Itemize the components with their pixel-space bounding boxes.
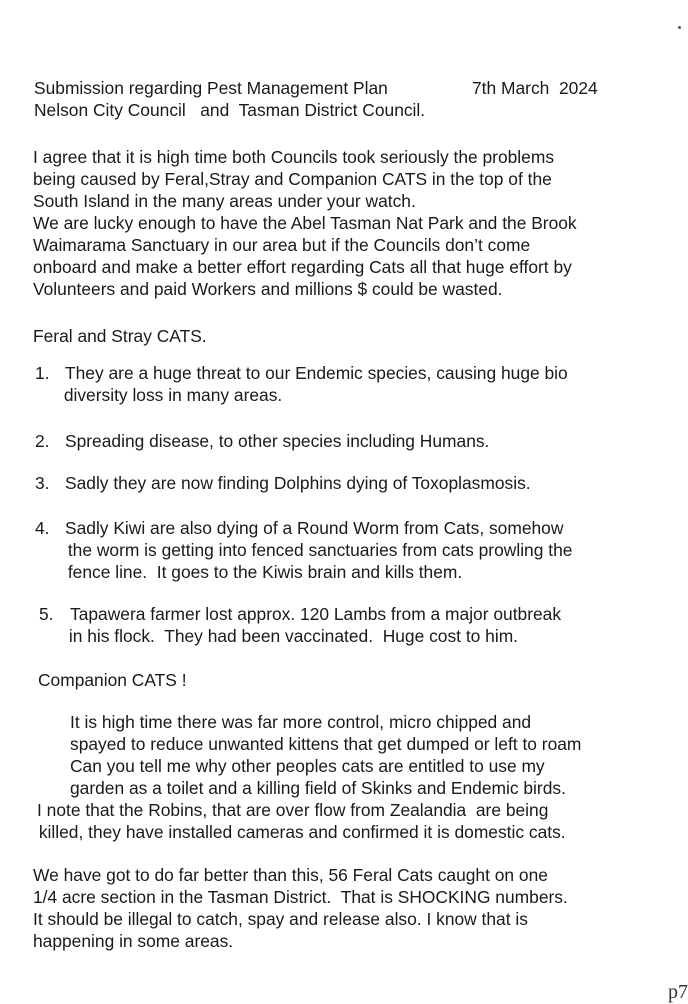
- intro-line: Volunteers and paid Workers and millions $ could be wasted.: [33, 279, 503, 299]
- list-item-line: Sadly Kiwi are also dying of a Round Worm from Cats, somehow: [65, 518, 564, 538]
- closing-line: It should be illegal to catch, spay and release also. I know that is: [33, 909, 528, 929]
- list-item-line: Tapawera farmer lost approx. 120 Lambs from a major outbreak: [70, 604, 562, 624]
- companion-heading: Companion CATS !: [38, 670, 187, 690]
- list-number: 4.: [35, 518, 50, 538]
- robins-line: I note that the Robins, that are over flow from Zealandia are being: [37, 800, 549, 820]
- list-item-line: Sadly they are now finding Dolphins dying of Toxoplasmosis.: [65, 473, 531, 493]
- feral-heading: Feral and Stray CATS.: [33, 326, 207, 346]
- list-item-line: fence line. It goes to the Kiwis brain and kills them.: [63, 562, 463, 582]
- companion-line: garden as a toilet and a killing field of Skinks and Endemic birds.: [70, 778, 566, 798]
- intro-line: I agree that it is high time both Councils took seriously the problems: [33, 147, 555, 167]
- list-number: 3.: [35, 473, 50, 493]
- recipients-line: Nelson City Council and Tasman District Council.: [34, 100, 426, 120]
- list-number: 1.: [35, 363, 50, 383]
- scan-speck: [678, 26, 681, 29]
- list-number: 2.: [35, 431, 50, 451]
- letter-date: 7th March 2024: [472, 78, 598, 98]
- intro-line: onboard and make a better effort regarding Cats all that huge effort by: [33, 257, 572, 277]
- list-item-line: They are a huge threat to our Endemic species, causing huge bio: [65, 363, 568, 383]
- companion-line: It is high time there was far more control, micro chipped and: [70, 712, 532, 732]
- subject-line: Submission regarding Pest Management Plan: [34, 78, 388, 98]
- list-item-line: diversity loss in many areas.: [59, 385, 283, 405]
- robins-line: killed, they have installed cameras and confirmed it is domestic cats.: [34, 822, 566, 842]
- intro-line: South Island in the many areas under your watch.: [33, 191, 416, 211]
- closing-line: 1/4 acre section in the Tasman District. That is SHOCKING numbers.: [33, 887, 568, 907]
- list-number: 5.: [39, 604, 54, 624]
- companion-line: Can you tell me why other peoples cats are entitled to use my: [70, 756, 545, 776]
- list-item-line: in his flock. They had been vaccinated. Huge cost to him.: [64, 626, 519, 646]
- companion-line: spayed to reduce unwanted kittens that get dumped or left to roam: [70, 734, 582, 754]
- closing-line: happening in some areas.: [33, 931, 234, 951]
- intro-line: We are lucky enough to have the Abel Tasman Nat Park and the Brook: [33, 213, 577, 233]
- closing-line: We have got to do far better than this, 56 Feral Cats caught on one: [33, 865, 548, 885]
- intro-line: Waimarama Sanctuary in our area but if the Councils don’t come: [33, 235, 531, 255]
- list-item-line: the worm is getting into fenced sanctuaries from cats prowling the: [63, 540, 573, 560]
- list-item-line: Spreading disease, to other species including Humans.: [65, 431, 490, 451]
- page-mark: p7: [668, 981, 688, 1003]
- intro-line: being caused by Feral,Stray and Companion CATS in the top of the: [33, 169, 552, 189]
